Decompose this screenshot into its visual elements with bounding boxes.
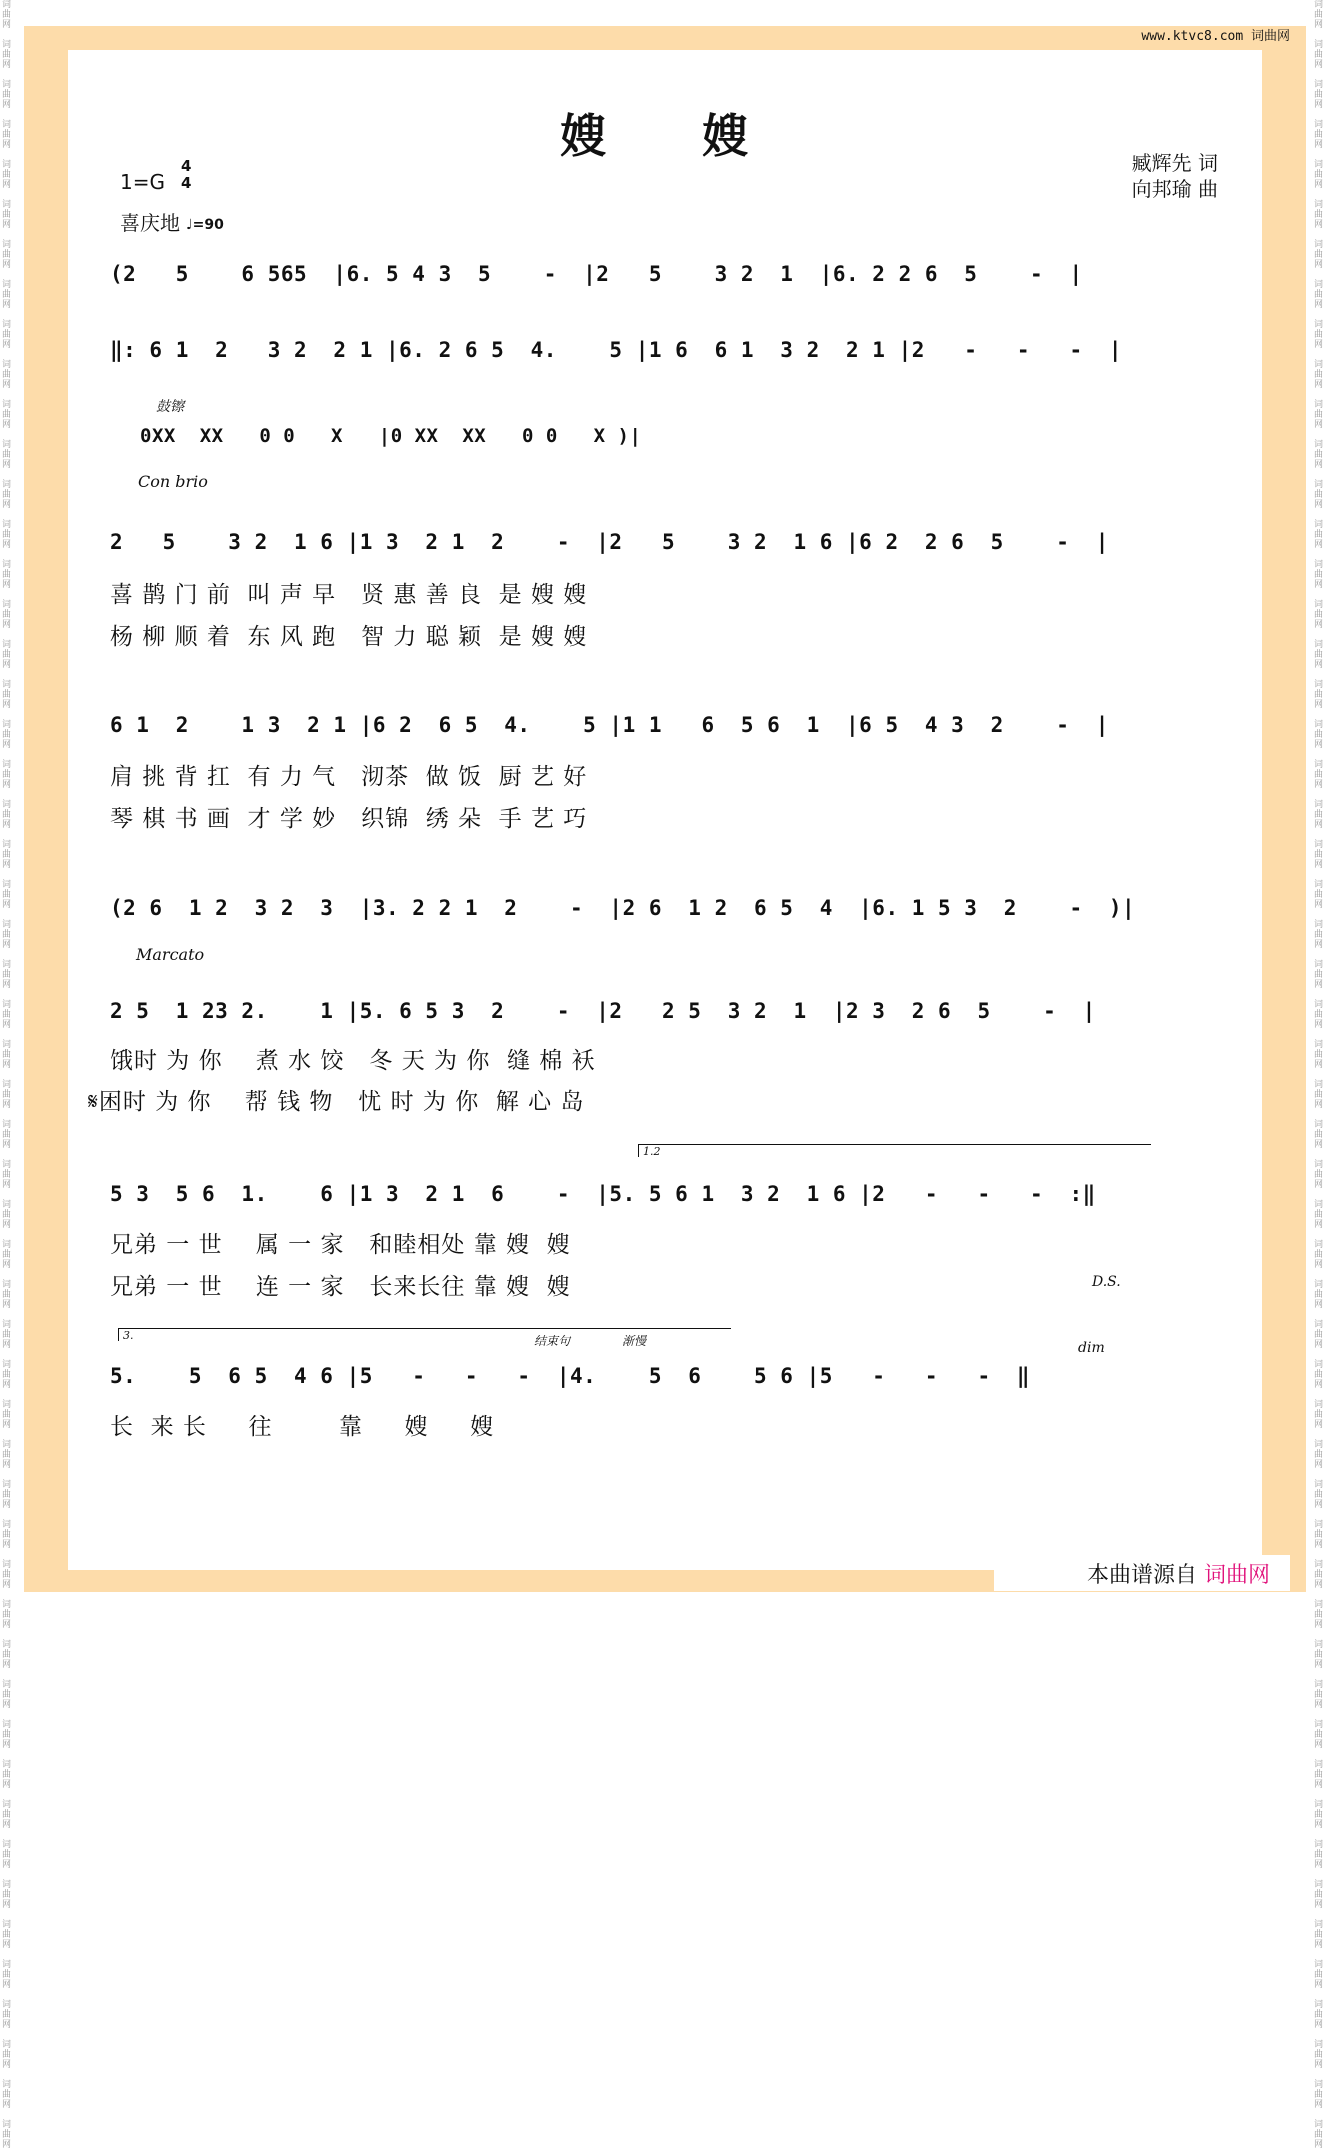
left-watermark-strip: 词 曲 网 词 曲 网 词 曲 网 词 曲 网 词 曲 网 词 曲 网 词 曲 网 词 曲 网 词 曲 网 词 曲 网 词 曲 网 词 曲 网 词 曲 网 词 曲 网 词 曲 网 词 曲 网 词 曲 网 词 曲 网 词 曲 网 词 曲 网 词 曲 网 词 曲 网 词 曲 网 词 曲 网 词 曲 网 词 曲 网 词 曲 网 词 曲 网 词 曲 网 词 曲 网 词 曲 网 词 曲 网 词 曲 网 词 曲 网 词 曲 网 词 曲 网 词 曲 网 词 曲 网 词 曲 网 词 曲 网 词 曲 网 词 曲 网 词 曲 网 词 曲 网 词 曲 网 词 曲 网 词 曲 网 词 曲 网 词 曲 网 词 曲 网 词 曲 网 词 曲 网 词 曲 网 词 曲 网	[2, 0, 12, 2150]
tempo-text: 喜庆地	[120, 211, 180, 235]
composer: 向邦瑜 曲	[1131, 177, 1218, 201]
ds-mark: D.S.	[1092, 1274, 1121, 1290]
notation-row-4: 6 1 2 1 3 2 1 |6 2 6 5 4. 5 |1 1 6 5 6 1 |6 5 4 3 2 - |	[110, 713, 1109, 737]
lyric-line-2: 杨 柳 顺 着 东 风 跑 智 力 聪 颖 是 嫂 嫂	[110, 624, 588, 650]
notation-row-7: 5 3 5 6 1. 6 |1 3 2 1 6 - |5. 5 6 1 3 2 1 6 |2 - - - :‖	[110, 1182, 1096, 1206]
right-watermark-strip: 词 曲 网 词 曲 网 词 曲 网 词 曲 网 词 曲 网 词 曲 网 词 曲 网 词 曲 网 词 曲 网 词 曲 网 词 曲 网 词 曲 网 词 曲 网 词 曲 网 词 曲 网 词 曲 网 词 曲 网 词 曲 网 词 曲 网 词 曲 网 词 曲 网 词 曲 网 词 曲 网 词 曲 网 词 曲 网 词 曲 网 词 曲 网 词 曲 网 词 曲 网 词 曲 网 词 曲 网 词 曲 网 词 曲 网 词 曲 网 词 曲 网 词 曲 网 词 曲 网 词 曲 网 词 曲 网 词 曲 网 词 曲 网 词 曲 网 词 曲 网 词 曲 网 词 曲 网 词 曲 网 词 曲 网 词 曲 网 词 曲 网 词 曲 网 词 曲 网 词 曲 网 词 曲 网 词 曲 网	[1314, 0, 1324, 2150]
key-signature: 1=G	[120, 170, 165, 194]
ending-phrase-mark: 结束句	[534, 1334, 571, 1348]
volta-3: 3.	[118, 1328, 731, 1341]
lyricist: 臧辉先 词	[1131, 151, 1218, 175]
lyric-line-9: 长 来 长 往 靠 嫂 嫂	[110, 1414, 495, 1440]
credits	[1132, 150, 1218, 202]
time-bottom: 4	[181, 174, 192, 192]
notation-row-3: 2 5 3 2 1 6 |1 3 2 1 2 - |2 5 3 2 1 6 |6 2 2 6 5 - |	[110, 530, 1109, 554]
footer-source	[1087, 1558, 1270, 1589]
lyric-line-7: 兄弟 一 世 属 一 家 和睦相处 靠 嫂 嫂	[110, 1232, 571, 1258]
notation-row-8: 5. 5 6 5 4 6 |5 - - - |4. 5 6 5 6 |5 - - - ‖	[110, 1364, 1031, 1388]
song-title: 嫂 嫂	[560, 109, 789, 163]
marcato-mark: Marcato	[136, 945, 205, 964]
lyric-line-4: 琴 棋 书 画 才 学 妙 织锦 绣 朵 手 艺 巧	[110, 806, 588, 832]
volta-1-2: 1.2	[638, 1144, 1151, 1157]
notation-row-2: ‖: 6 1 2 3 2 2 1 |6. 2 6 5 4. 5 |1 6 6 1 3 2 2 1 |2 - - - |	[110, 338, 1123, 362]
notation-row-5: (2 6 1 2 3 2 3 |3. 2 2 1 2 - |2 6 1 2 6 5 4 |6. 1 5 3 2 - )|	[110, 896, 1136, 920]
footer-prefix: 本曲谱源自	[1086, 1563, 1197, 1588]
lyric-line-3: 肩 挑 背 扛 有 力 气 沏茶 做 饭 厨 艺 好	[110, 764, 588, 790]
dim-mark: dim	[1078, 1340, 1105, 1356]
lyric-line-5: 饿时 为 你 煮 水 饺 冬 天 为 你 缝 棉 袄	[110, 1048, 596, 1074]
lyric-line-8: 兄弟 一 世 连 一 家 长来长往 靠 嫂 嫂	[110, 1274, 571, 1300]
lyric-line-1: 喜 鹊 门 前 叫 声 早 贤 惠 善 良 是 嫂 嫂	[110, 582, 588, 608]
bpm-value: =90	[192, 217, 224, 233]
time-signature	[181, 158, 191, 192]
footer-brand: 词曲网	[1203, 1563, 1270, 1588]
slowing-mark: 渐慢	[622, 1334, 647, 1348]
con-brio-mark: Con brio	[138, 472, 208, 491]
lyric-line-6: 𝄋困时 为 你 帮 钱 物 忧 时 为 你 解 心 岛	[88, 1089, 585, 1115]
notation-row-6: 2 5 1 23 2. 1 |5. 6 5 3 2 - |2 2 5 3 2 1 |2 3 2 6 5 - |	[110, 999, 1096, 1023]
drum-row: 0XX XX 0 0 X |0 XX XX 0 0 X )|	[140, 425, 642, 447]
notation-row-1: (2 5 6 565 |6. 5 4 3 5 - |2 5 3 2 1 |6. 2 2 6 5 - |	[110, 262, 1083, 286]
drum-label: 鼓镲	[156, 399, 184, 415]
bpm: ♩=90	[186, 217, 224, 233]
time-top: 4	[181, 157, 192, 175]
site-watermark: www.ktvc8.com 词曲网	[1141, 29, 1290, 44]
